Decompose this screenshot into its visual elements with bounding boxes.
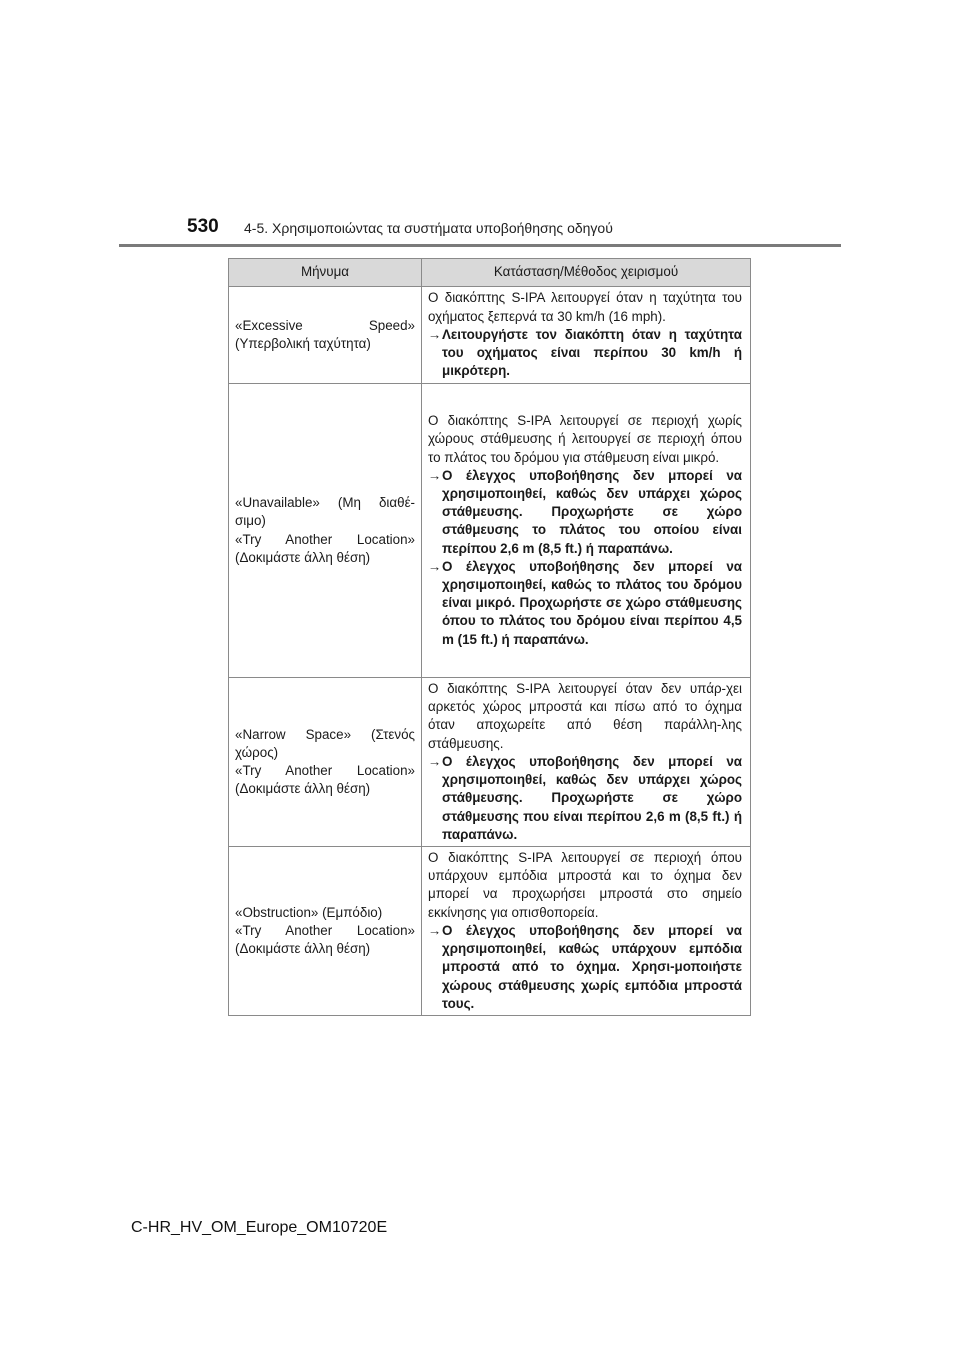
column-header-condition: Κατάσταση/Μέθοδος χειρισμού xyxy=(422,259,751,287)
action-text: Λειτουργήστε τον διακόπτη όταν η ταχύτητα του οχήματος είναι περίπου 30 km/h ή μικρότερη. xyxy=(442,326,742,379)
arrow-icon: → xyxy=(428,467,442,483)
arrow-icon: → xyxy=(428,558,442,574)
message-text: «Try Another Location» (Δοκιμάστε άλλη θέση) xyxy=(235,763,415,797)
condition-text: Ο διακόπτης S-IPA λειτουργεί σε περιοχή όπου υπάρχουν εμπόδια μπροστά και το όχημα δεν μπορεί να προχωρήσει μπροστά στο σημείο εκκίνησης για οπισθοπορεία. xyxy=(428,850,742,920)
message-text: «Narrow Space» (Στενός χώρος) xyxy=(235,726,415,760)
message-cell xyxy=(229,847,422,1016)
message-text: «Try Another Location» (Δοκιμάστε άλλη θέση) xyxy=(235,922,415,957)
table-row xyxy=(229,384,751,678)
description-cell xyxy=(422,384,751,678)
action-text: Ο έλεγχος υποβοήθησης δεν μπορεί να χρησιμοποιηθεί, καθώς το πλάτος του δρόμου είναι μικρό. Προχωρήστε σε χώρο στάθμευσης όπου το πλάτος του δρόμου είναι περίπου 4,5 m (15 ft.) ή παραπάνω. xyxy=(442,558,742,647)
description-cell xyxy=(422,678,751,847)
table-row xyxy=(229,678,751,847)
message-table xyxy=(228,258,751,1016)
action-text: Ο έλεγχος υποβοήθησης δεν μπορεί να χρησιμοποιηθεί, καθώς δεν υπάρχει χώρος στάθμευσης. Προχωρήστε σε χώρο στάθμευσης που είναι περίπου 2,6 m (8,5 ft.) ή παραπάνω. xyxy=(442,753,742,842)
description-cell xyxy=(422,847,751,1016)
action-item xyxy=(428,753,742,844)
condition-text: Ο διακόπτης S-IPA λειτουργεί σε περιοχή χωρίς χώρους στάθμευσης ή λειτουργεί σε περιοχή όπου το πλάτος του δρόμου για στάθμευση είναι μικρό. xyxy=(428,413,742,465)
message-cell xyxy=(229,678,422,847)
message-text: «Obstruction» (Εμπόδιο) xyxy=(235,904,383,920)
arrow-icon: → xyxy=(428,326,442,342)
action-item xyxy=(428,558,742,649)
action-item xyxy=(428,467,742,558)
description-cell xyxy=(422,287,751,384)
table-row xyxy=(229,287,751,384)
section-title: 4-5. Χρησιμοποιώντας τα συστήματα υποβοήθησης οδηγού xyxy=(244,220,613,236)
message-cell xyxy=(229,287,422,384)
document-id: C-HR_HV_OM_Europe_OM10720E xyxy=(131,1219,388,1236)
condition-text: Ο διακόπτης S-IPA λειτουργεί όταν δεν υπάρ-χει αρκετός χώρος μπροστά και πίσω από το όχημα όταν αποχωρείτε από θέση παράλλη-λης στάθμευσης. xyxy=(428,681,742,751)
page-number: 530 xyxy=(187,216,219,237)
table-header-row xyxy=(229,259,751,287)
message-text: «Excessive Speed» (Υπερβολική ταχύτητα) xyxy=(235,317,415,351)
message-cell xyxy=(229,384,422,678)
action-item xyxy=(428,326,742,381)
arrow-icon: → xyxy=(428,922,442,938)
action-item xyxy=(428,922,742,1013)
message-text: «Try Another Location» (Δοκιμάστε άλλη θέση) xyxy=(235,531,415,565)
action-text: Ο έλεγχος υποβοήθησης δεν μπορεί να χρησιμοποιηθεί, καθώς υπάρχουν εμπόδια μπροστά από το όχημα. Χρησι-μοποιήστε χώρους στάθμευσης χωρίς εμπόδια μπροστά τους. xyxy=(442,922,742,1011)
condition-text: Ο διακόπτης S-IPA λειτουργεί όταν η ταχύτητα του οχήματος ξεπερνά τα 30 km/h (16 mph). xyxy=(428,290,742,324)
message-text: «Unavailable» (Μη διαθέ-σιμο) xyxy=(235,495,415,529)
action-text: Ο έλεγχος υποβοήθησης δεν μπορεί να χρησιμοποιηθεί, καθώς δεν υπάρχει χώρος στάθμευσης. Προχωρήστε σε χώρο στάθμευσης το πλάτος του οποίου είναι περίπου 2,6 m (8,5 ft.) ή παραπάνω. xyxy=(442,467,742,556)
arrow-icon: → xyxy=(428,753,442,769)
column-header-message: Μήνυμα xyxy=(229,259,422,287)
table-row xyxy=(229,847,751,1016)
header-rule xyxy=(119,244,841,247)
